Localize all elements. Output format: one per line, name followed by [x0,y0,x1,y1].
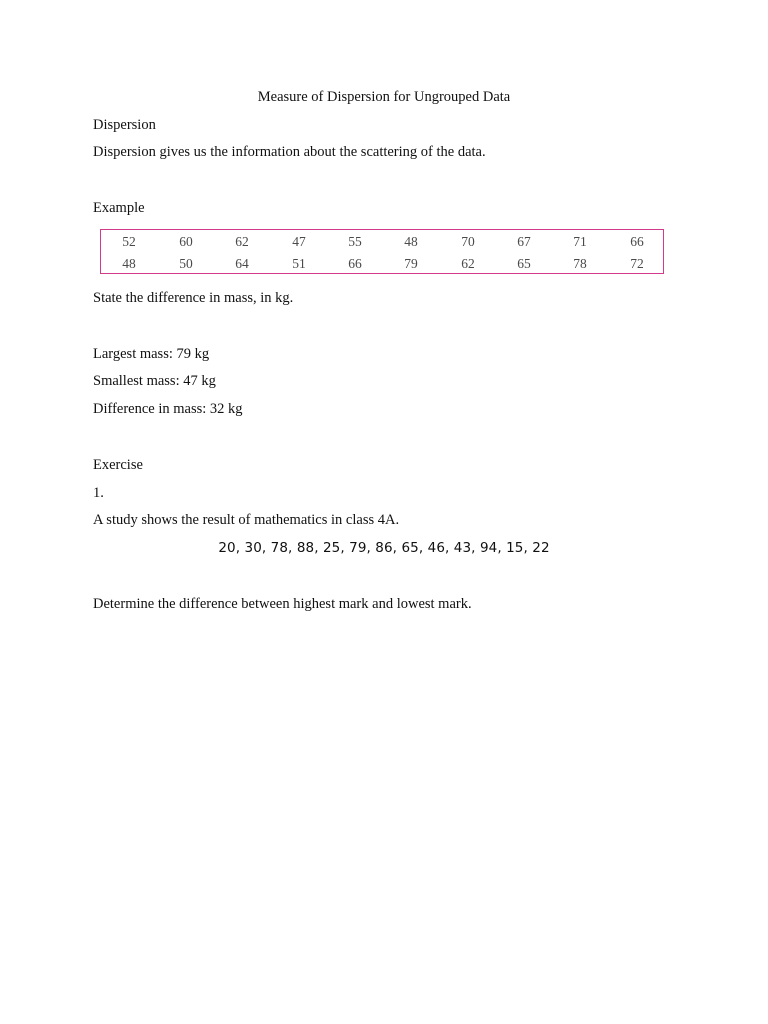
table-cell: 71 [573,234,587,249]
table-cell: 66 [348,256,362,271]
table-cell: 78 [573,256,587,271]
table-cell: 47 [292,234,306,249]
table-cell: 62 [461,256,475,271]
table-cell: 48 [122,256,136,271]
example-heading: Example [93,200,145,216]
table-row [101,255,663,275]
exercise-number: 1. [93,485,104,501]
table-cell: 51 [292,256,306,271]
table-cell: 48 [404,234,418,249]
example-question: State the difference in mass, in kg. [93,290,294,306]
exercise-heading: Exercise [93,457,143,473]
smallest-mass: Smallest mass: 47 kg [93,373,216,389]
table-cell: 55 [348,234,362,249]
example-data-table [100,229,664,274]
table-cell: 52 [122,234,136,249]
difference-in-mass: Difference in mass: 32 kg [93,401,243,417]
table-cell: 70 [461,234,475,249]
table-cell: 50 [179,256,193,271]
exercise-intro: A study shows the result of mathematics in class 4A. [93,512,400,528]
exercise-marks: 20, 30, 78, 88, 25, 79, 86, 65, 46, 43, 94, 15, 22 [218,540,550,556]
table-cell: 65 [517,256,531,271]
table-cell: 72 [630,256,644,271]
section-heading: Dispersion [93,117,156,133]
table-cell: 64 [235,256,249,271]
exercise-question: Determine the difference between highest mark and lowest mark. [93,596,472,612]
table-cell: 60 [179,234,193,249]
largest-mass: Largest mass: 79 kg [93,346,210,362]
table-cell: 67 [517,234,531,249]
page-title: Measure of Dispersion for Ungrouped Data [257,89,511,105]
table-cell: 66 [630,234,644,249]
table-cell: 79 [404,256,418,271]
table-cell: 62 [235,234,249,249]
definition-text: Dispersion gives us the information about the scattering of the data. [93,144,486,160]
table-row [101,233,663,253]
